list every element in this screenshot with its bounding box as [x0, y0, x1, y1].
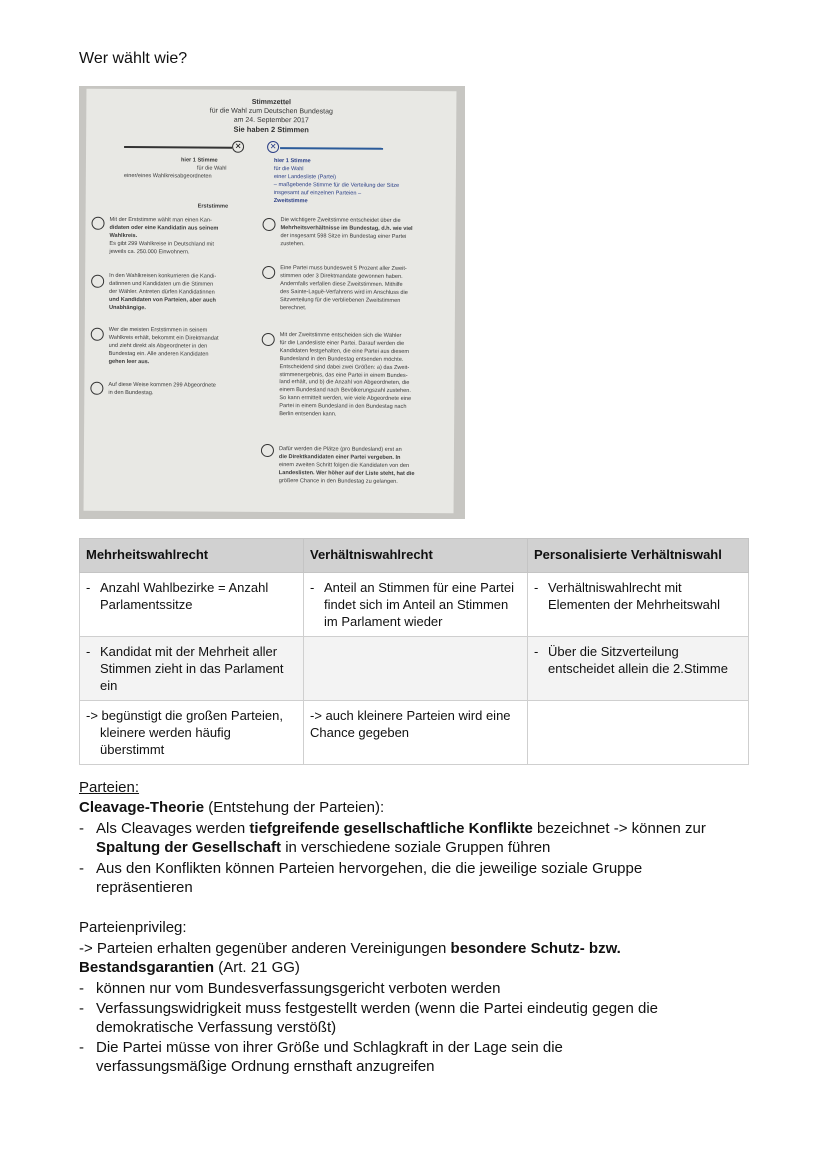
list-item: - können nur vom Bundesverfassungsgericht verboten werden — [79, 980, 501, 997]
ballot-left-top-0: hier 1 Stimme — [180, 157, 218, 164]
table-cell: - Verhältniswahlrecht mit Elementen der Mehrheitswahl — [528, 573, 749, 637]
li3-1: Wahlkreis erhält, bekommt ein Direktmandat — [108, 334, 219, 342]
ballot-right-top-4: insgesamt auf einzelnen Parteien – — [273, 190, 362, 197]
cleavage-title: Cleavage-Theorie — [79, 799, 205, 816]
li2-3: und Kandidaten von Parteien, aber auch — [108, 296, 216, 304]
ri3-5: stimmenergebnis, das eine Partei in einem Bundes- — [279, 371, 408, 379]
t: Spaltung der Gesellschaft — [96, 839, 282, 856]
page-title: Wer wählt wie? — [79, 50, 188, 67]
li3-4: gehen leer aus. — [108, 358, 150, 365]
t: -> Parteien erhalten gegenüber anderen Vereinigungen — [79, 940, 451, 957]
ri1-0: Die wichtigere Zweitstimme entscheidet über die — [280, 217, 401, 224]
list-item: - Verfassungswidrigkeit muss festgestellt werden (wenn die Partei eindeutig gegen die demokratische Verfassung verstößt) — [79, 999, 739, 1037]
ri3-1: für die Landesliste einer Partei. Darauf werden die — [279, 339, 405, 347]
ri3-6: land erhält, und b) die Anzahl von Abgeordneten, die — [279, 379, 410, 387]
list-item: - Als Cleavages werden tiefgreifende gesellschaftliche Konflikte bezeichnet -> können zur Spaltung der Gesellschaft in verschiedene soziale Gruppen führen — [79, 819, 759, 857]
li1-1: didaten oder eine Kandidatin aus seinem — [109, 224, 219, 232]
table-cell — [304, 701, 528, 765]
ri2-2: Andernfalls verfallen diese Zweitstimmen. Mithilfe — [280, 280, 403, 288]
list-item: - Aus den Konflikten können Parteien hervorgehen, die die jeweilige soziale Gruppe repräsentieren — [79, 859, 719, 897]
ballot-right-item-4 — [279, 446, 415, 486]
cell-text: Anteil an Stimmen für eine Partei findet sich im Anteil an Stimmen im Parlament wieder — [324, 580, 515, 629]
li2-1: datinnen und Kandidaten um die Stimmen — [109, 280, 214, 288]
ri4-3: Landeslisten. Wer höher auf der Liste steht, hat die — [278, 469, 415, 477]
ri3-0: Mit der Zweitstimme entscheiden sich die Wähler — [279, 332, 402, 339]
ri2-1: stimmen oder 3 Direktmandate gewonnen haben. — [280, 272, 403, 280]
ri3-7: einem Bundesland nach Bevölkerungszahl zustehen. — [279, 387, 411, 395]
privileg-item-3: Die Partei müsse von ihrer Größe und Schlagkraft in der Lage sein die verfassungsmäßige Ordnung ernsthaft anzugreifen — [96, 1039, 563, 1075]
cell-text: Verhältniswahlrecht mit Elementen der Mehrheitswahl — [548, 580, 720, 612]
ri1-2: der insgesamt 598 Sitze im Bundestag einer Partei — [280, 232, 407, 240]
ballot-header-3: Sie haben 2 Stimmen — [233, 124, 309, 135]
privileg-heading: Parteienprivileg: — [79, 919, 187, 936]
table-row — [80, 701, 749, 765]
li4-0: Auf diese Weise kommen 299 Abgeordnete — [108, 381, 216, 389]
li4-1: in den Bundestag. — [108, 389, 154, 397]
ballot-right-circle-1 — [262, 218, 275, 231]
li3-2: und zieht direkt als Abgeordneter in den — [108, 342, 208, 350]
ri3-2: Kandidaten festgehalten, die eine Partei aus diesem — [279, 347, 410, 355]
table-cell — [80, 701, 304, 765]
ri4-4: größere Chance in den Bundestag zu gelangen. — [278, 477, 398, 485]
ballot-left-label: Erststimme — [197, 203, 229, 210]
ri1-1: Mehrheitsverhältnisse im Bundestag, d.h. wie viel — [280, 224, 413, 232]
ballot-header-2: am 24. September 2017 — [233, 116, 309, 125]
li1-4: jeweils ca. 250.000 Einwohnern. — [109, 248, 190, 256]
li3-0: Wer die meisten Erststimmen in seinem — [108, 326, 208, 334]
li2-2: der Wähler. Antreten dürfen Kandidatinnen — [109, 288, 215, 296]
table-cell: - Kandidat mit der Mehrheit aller Stimmen zieht in das Parlament ein — [80, 637, 304, 701]
li1-3: Es gibt 299 Wahlkreise in Deutschland mit — [109, 240, 214, 248]
ballot-left-circle-1 — [91, 217, 104, 230]
t: besondere Schutz- bzw. Bestandsgarantien — [79, 940, 621, 976]
li3-3: Bundestag ein. Alle anderen Kandidaten — [108, 350, 209, 358]
ri4-1: die Direktkandidaten einer Partei vergeben. In — [278, 453, 401, 461]
ballot-right-x-icon: ✕ — [267, 141, 279, 153]
comparison-table — [79, 538, 749, 765]
table-cell — [304, 637, 528, 701]
list-item: - Die Partei müsse von ihrer Größe und Schlagkraft in der Lage sein die verfassungsmäßige Ordnung ernsthaft anzugreifen — [79, 1038, 649, 1076]
table-cell: - Anzahl Wahlbezirke = Anzahl Parlamentssitze — [80, 573, 304, 637]
ballot-left-line — [124, 146, 232, 148]
ri3-4: Entscheidend sind dabei zwei Größen: a) das Zweit- — [279, 363, 410, 371]
li1-2: Wahlkreis. — [109, 232, 138, 239]
ballot-right-item-3 — [279, 332, 411, 420]
privileg-item-2: Verfassungswidrigkeit muss festgestellt werden (wenn die Partei eindeutig gegen die demokratische Verfassung verstößt) — [96, 1000, 658, 1036]
ri1-3: zustehen. — [280, 240, 305, 247]
t: tiefgreifende gesellschaftliche Konflikte — [249, 820, 533, 837]
ballot-right-circle-4 — [261, 444, 274, 457]
t: Als Cleavages werden — [96, 820, 250, 837]
privileg-lead — [79, 939, 739, 977]
t: in verschiedene soziale Gruppen führen — [281, 839, 551, 856]
table-row — [80, 573, 749, 637]
ballot-right-circle-3 — [262, 333, 275, 346]
ballot-left-x-icon: ✕ — [232, 141, 244, 153]
ballot-left-circle-2 — [91, 275, 104, 288]
table-row — [80, 637, 749, 701]
table-cell: - Über die Sitzverteilung entscheidet allein die 2.Stimme — [528, 637, 749, 701]
ballot-left-top-2: einer/eines Wahlkreisabgeordneten — [123, 172, 212, 180]
ballot-header-0: Stimmzettel — [251, 98, 292, 107]
privileg-item-1: können nur vom Bundesverfassungsgericht verboten werden — [96, 980, 501, 997]
cell-text: Über die Sitzverteilung entscheidet allein die 2.Stimme — [548, 644, 728, 676]
ballot-photo — [79, 86, 465, 519]
cleavage-heading — [79, 798, 384, 817]
ri2-5: berechnet. — [279, 304, 307, 311]
col-header-personalisierte: Personalisierte Verhältniswahl — [528, 539, 749, 573]
ri2-0: Eine Partei muss bundesweit 5 Prozent aller Zweit- — [280, 265, 407, 272]
t: (Art. 21 GG) — [214, 959, 300, 976]
ballot-left-top-1: für die Wahl — [196, 165, 227, 172]
li2-4: Unabhängige. — [108, 304, 146, 311]
cleavage-bullet-1 — [96, 819, 759, 857]
table-header-row — [80, 539, 749, 573]
ri4-2: einem zweiten Schritt folgen die Kandidaten von den — [278, 461, 410, 469]
table-cell — [528, 701, 749, 765]
col-header-verhaeltniswahlrecht: Verhältniswahlrecht — [304, 539, 528, 573]
ri4-0: Dafür werden die Plätze (pro Bundesland) erst an — [278, 446, 402, 453]
ri2-4: Sitzverteilung für die verbliebenen Zweitstimmen — [279, 296, 401, 304]
ri3-8: So kann ermittelt werden, wie viele Abgeordnete eine — [279, 395, 412, 403]
cleavage-bullet-2: Aus den Konflikten können Parteien hervorgehen, die die jeweilige soziale Gruppe repräsentieren — [96, 860, 643, 896]
ballot-right-circle-2 — [262, 266, 275, 279]
ballot-right-top-2: einer Landesliste (Partei) — [273, 174, 337, 181]
cell-text: -> begünstigt die großen Parteien, kleinere werden häufig überstimmt — [86, 708, 283, 757]
ballot-left-item-3 — [109, 327, 219, 367]
ballot-header-1: für die Wahl zum Deutschen Bundestag — [209, 107, 333, 116]
li2-0: In den Wahlkreisen konkurrieren die Kandi- — [109, 272, 217, 280]
cleavage-suffix: (Entstehung der Parteien): — [204, 799, 385, 816]
li1-0: Mit der Erststimme wählt man einen Kan- — [109, 216, 212, 224]
ri3-3: Bundesland in den Bundestag entsenden möchte. — [279, 355, 404, 363]
ri3-10: Berlin entsenden kann. — [279, 411, 337, 418]
ri3-9: Partei in einem Bundesland in den Bundestag nach — [279, 403, 407, 411]
ballot-right-item-1 — [280, 217, 412, 250]
ballot-right-item-2 — [280, 265, 408, 313]
ballot-sheet — [84, 89, 457, 514]
ballot-right-line — [280, 147, 383, 149]
ballot-right-top-1: für die Wahl — [273, 166, 304, 173]
table-cell: - Anteil an Stimmen für eine Partei findet sich im Anteil an Stimmen im Parlament wieder — [304, 573, 528, 637]
ballot-left-item-2 — [109, 273, 216, 313]
cell-text: -> auch kleinere Parteien wird eine Chance gegeben — [310, 708, 511, 740]
cell-text: Kandidat mit der Mehrheit aller Stimmen zieht in das Parlament ein — [100, 644, 284, 693]
ballot-left-circle-4 — [90, 382, 103, 395]
parteien-heading: Parteien: — [79, 779, 140, 796]
ballot-left-circle-3 — [91, 328, 104, 341]
cell-text: Anzahl Wahlbezirke = Anzahl Parlamentssitze — [100, 580, 269, 612]
col-header-mehrheitswahlrecht: Mehrheitswahlrecht — [80, 539, 304, 573]
ri2-3: des Sainte-Laguë-Verfahrens wird im Anschluss die — [280, 288, 408, 296]
t: bezeichnet -> können zur — [532, 820, 706, 837]
ballot-right-top-5: Zweitstimme — [273, 198, 308, 205]
ballot-left-item-4 — [108, 382, 216, 399]
ballot-left-item-1 — [109, 217, 218, 257]
ballot-right-top-0: hier 1 Stimme — [273, 158, 311, 165]
ballot-right-top-3: – maßgebende Stimme für die Verteilung der Sitze — [273, 182, 400, 189]
